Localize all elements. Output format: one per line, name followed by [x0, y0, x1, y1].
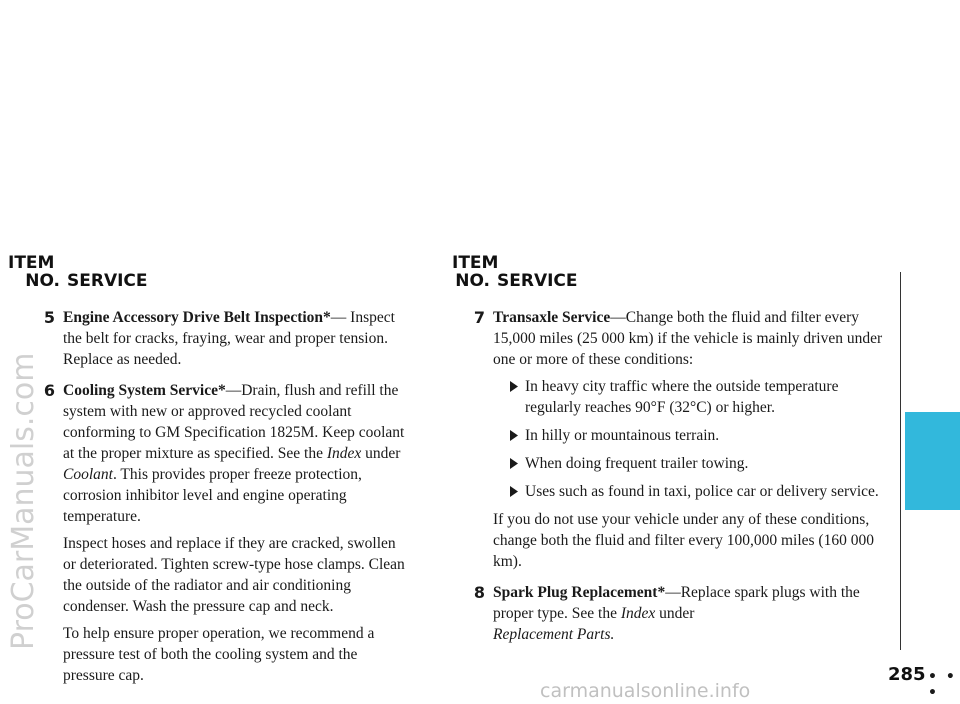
- bullet-icon: [509, 430, 519, 441]
- left-column: [8, 254, 408, 696]
- entry-paragraph: Inspect hoses and replace if they are cracked, swollen or deteriorated. Tighten screw-type hose clamps. Clean the outside of the radiator and air conditioning condenser. Wash the pressure cap and neck.: [63, 535, 405, 615]
- item-number: 5: [43, 308, 55, 327]
- list-item: Uses such as found in taxi, police car or delivery service.: [493, 481, 883, 502]
- list-item: When doing frequent trailer towing.: [493, 453, 883, 474]
- left-header-item: ITEM: [8, 253, 55, 273]
- service-entry-5: [8, 307, 408, 376]
- item-number: 6: [43, 381, 55, 400]
- left-header-service: SERVICE: [67, 271, 148, 291]
- title-dash: —: [330, 309, 347, 326]
- page-dots: • • •: [928, 669, 957, 701]
- page-number: 285: [888, 664, 926, 685]
- replacement-parts-reference: Replacement Parts.: [493, 626, 615, 643]
- margin-rule: [900, 272, 901, 650]
- left-header-no: NO.: [25, 271, 60, 291]
- condition-list: [493, 376, 883, 502]
- item-number: 8: [473, 583, 485, 602]
- coolant-reference: Coolant: [63, 466, 113, 483]
- entry-title: Transaxle Service: [493, 309, 611, 326]
- service-entry-7: [438, 307, 883, 578]
- left-table-header: [8, 254, 408, 290]
- bullet-icon: [509, 458, 519, 469]
- entry-description: —Replace spark plugs with the proper type. See the: [493, 584, 860, 622]
- right-header-item: ITEM: [452, 253, 499, 273]
- entry-description-mid: under: [655, 605, 695, 622]
- entry-text: [63, 307, 408, 370]
- section-tab: [905, 412, 960, 510]
- entry-text: [493, 307, 883, 370]
- entry-description: Inspect the belt for cracks, fraying, wear and proper tension. Replace as needed.: [63, 309, 395, 368]
- entry-text: [63, 380, 408, 527]
- service-entry-8: [438, 582, 883, 651]
- entry-description: —Change both the fluid and filter every 15,000 miles (25 000 km) if the vehicle is mainly driven under one or more of these conditions:: [493, 309, 883, 368]
- bullet-icon: [509, 486, 519, 497]
- watermark-carmanualsonline: carmanualsonline.info: [540, 680, 751, 702]
- right-table-header: [438, 254, 883, 290]
- right-header-service: SERVICE: [497, 271, 578, 291]
- entry-description-end: . This provides proper freeze protection, corrosion inhibitor level and engine operating temperature.: [63, 466, 362, 525]
- right-header-no: NO.: [455, 271, 490, 291]
- index-reference: Index: [326, 445, 362, 462]
- item-number: 7: [473, 308, 485, 327]
- list-item: In heavy city traffic where the outside temperature regularly reaches 90°F (32°C) or higher.: [493, 376, 883, 418]
- service-entry-6: [8, 380, 408, 692]
- watermark-procarmanuals: ProCarManuals.com: [6, 352, 41, 650]
- right-column: [438, 254, 883, 655]
- bullet-icon: [509, 381, 519, 392]
- entry-paragraph: If you do not use your vehicle under any of these conditions, change both the fluid and filter every 100,000 miles (160 000 km).: [493, 511, 874, 570]
- entry-text: [493, 582, 883, 645]
- entry-title: Cooling System Service*: [63, 382, 226, 399]
- entry-description-mid: under: [361, 445, 401, 462]
- index-reference: Index: [620, 605, 656, 622]
- entry-title: Engine Accessory Drive Belt Inspection*: [63, 309, 331, 326]
- entry-description: —Drain, flush and refill the system with new or approved recycled coolant conforming to GM Specification 1825M. Keep coolant at the proper mixture as specified. See the: [63, 382, 405, 462]
- list-item: In hilly or mountainous terrain.: [493, 425, 883, 446]
- entry-paragraph: To help ensure proper operation, we recommend a pressure test of both the cooling system and the pressure cap.: [63, 625, 375, 684]
- entry-title: Spark Plug Replacement*: [493, 584, 666, 601]
